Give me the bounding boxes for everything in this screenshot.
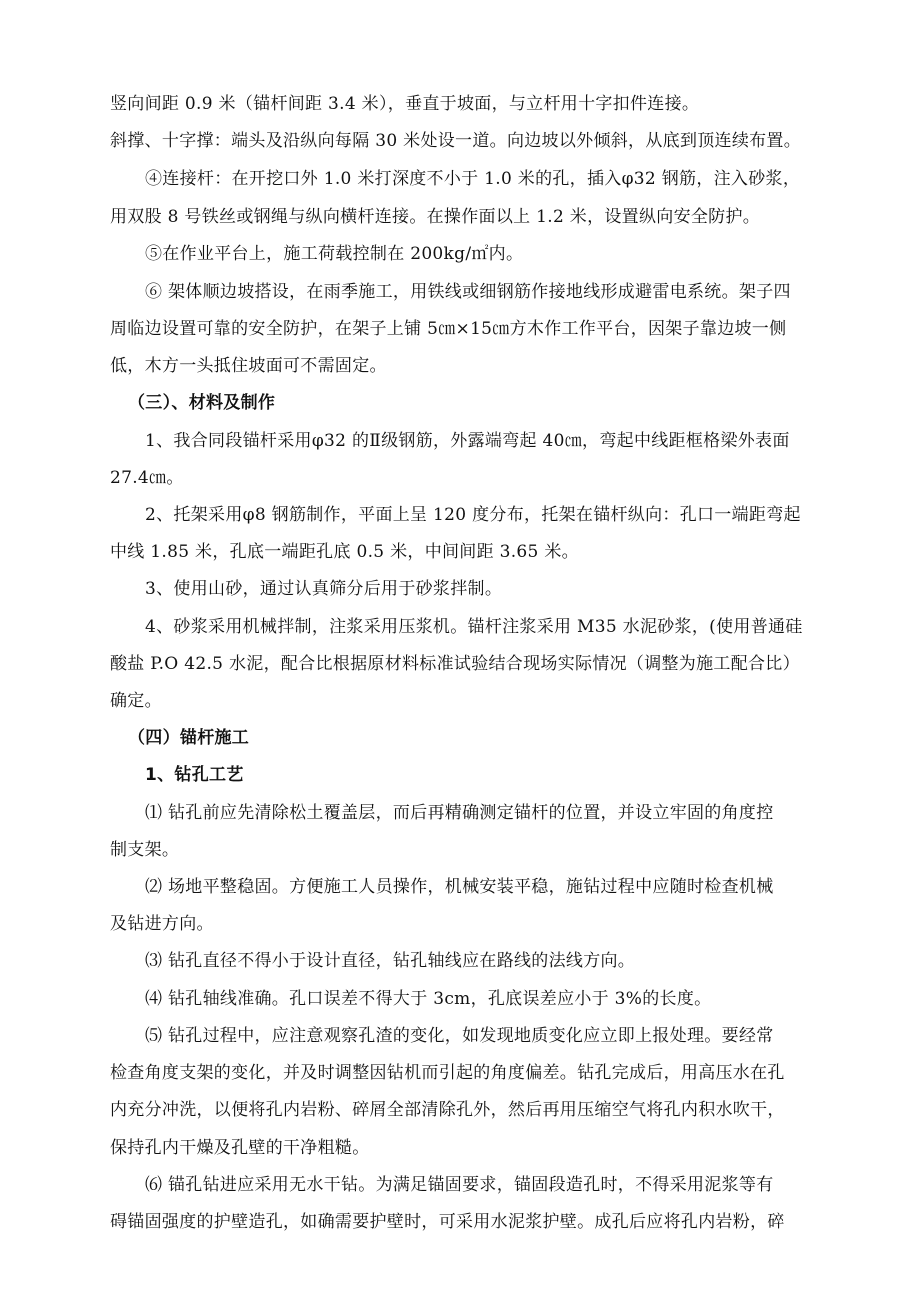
text-line: 中线 1.85 米，孔底一端距孔底 0.5 米，中间间距 3.65 米。 bbox=[110, 542, 579, 562]
text-line: 周临边设置可靠的安全防护，在架子上铺 5㎝×15㎝方木作工作平台，因架子靠边坡一侧 bbox=[110, 319, 787, 339]
section-heading: （三）、材料及制作 bbox=[128, 393, 276, 413]
text-line: ⑶ 钻孔直径不得小于设计直径，钻孔轴线应在路线的法线方向。 bbox=[145, 951, 636, 971]
text-line: ⑥ 架体顺边坡搭设，在雨季施工，用铁线或细钢筋作接地线形成避雷电系统。架子四 bbox=[145, 282, 791, 302]
text-line: 内充分冲洗，以便将孔内岩粉、碎屑全部清除孔外，然后再用压缩空气将孔内积水吹干， bbox=[110, 1100, 785, 1120]
text-line: 及钻进方向。 bbox=[110, 914, 214, 934]
text-line: ⑸ 钻孔过程中，应注意观察孔渣的变化，如发现地质变化应立即上报处理。要经常 bbox=[145, 1026, 774, 1046]
text-line: 检查角度支架的变化，并及时调整因钻机而引起的角度偏差。钻孔完成后，用高压水在孔 bbox=[110, 1063, 785, 1083]
section-heading: （四）锚杆施工 bbox=[128, 728, 250, 748]
text-line: 斜撑、十字撑：端头及沿纵向每隔 30 米处设一道。向边坡以外倾斜，从底到顶连续布置。 bbox=[110, 131, 802, 151]
text-line: 低，木方一头抵住坡面可不需固定。 bbox=[110, 356, 387, 376]
text-line: 确定。 bbox=[110, 691, 162, 711]
subsection-heading: 1、钻孔工艺 bbox=[145, 765, 244, 785]
text-line: 酸盐 P.O 42.5 水泥，配合比根据原材料标准试验结合现场实际情况（调整为施工配合比） bbox=[110, 654, 800, 674]
text-line: ⑹ 锚孔钻进应采用无水干钻。为满足锚固要求，锚固段造孔时，不得采用泥浆等有 bbox=[145, 1175, 774, 1195]
text-line: 3、使用山砂，通过认真筛分后用于砂浆拌制。 bbox=[145, 579, 503, 599]
text-line: 1、我合同段锚杆采用φ32 的Ⅱ级钢筋，外露端弯起 40㎝，弯起中线距框格梁外表面 bbox=[145, 431, 790, 451]
text-line: ⑷ 钻孔轴线准确。孔口误差不得大于 3cm，孔底误差应小于 3%的长度。 bbox=[145, 989, 712, 1009]
text-line: 保持孔内干燥及孔壁的干净粗糙。 bbox=[110, 1138, 370, 1158]
text-line: 2、托架采用φ8 钢筋制作，平面上呈 120 度分布，托架在锚杆纵向：孔口一端距弯起 bbox=[145, 505, 801, 525]
text-line: 4、砂浆采用机械拌制，注浆采用压浆机。锚杆注浆采用 M35 水泥砂浆，(使用普通硅 bbox=[145, 617, 803, 637]
text-line: 竖向间距 0.9 米（锚杆间距 3.4 米），垂直于坡面，与立杆用十字扣件连接。 bbox=[110, 94, 700, 114]
text-line: 用双股 8 号铁丝或钢绳与纵向横杆连接。在操作面以上 1.2 米，设置纵向安全防护。 bbox=[110, 207, 761, 227]
text-line: 27.4㎝。 bbox=[110, 468, 184, 488]
text-line: ⑴ 钻孔前应先清除松土覆盖层，而后再精确测定锚杆的位置，并设立牢固的角度控 bbox=[145, 803, 774, 823]
text-line: 碍锚固强度的护壁造孔，如确需要护壁时，可采用水泥浆护壁。成孔后应将孔内岩粉，碎 bbox=[110, 1212, 785, 1232]
text-line: ⑵ 场地平整稳固。方便施工人员操作，机械安装平稳，施钻过程中应随时检查机械 bbox=[145, 877, 774, 897]
text-line: ⑤在作业平台上，施工荷载控制在 200kg/㎡内。 bbox=[145, 244, 524, 264]
text-line: 制支架。 bbox=[110, 840, 180, 860]
text-line: ④连接杆：在开挖口外 1.0 米打深度不小于 1.0 米的孔，插入φ32 钢筋，注入砂浆， bbox=[145, 169, 801, 189]
